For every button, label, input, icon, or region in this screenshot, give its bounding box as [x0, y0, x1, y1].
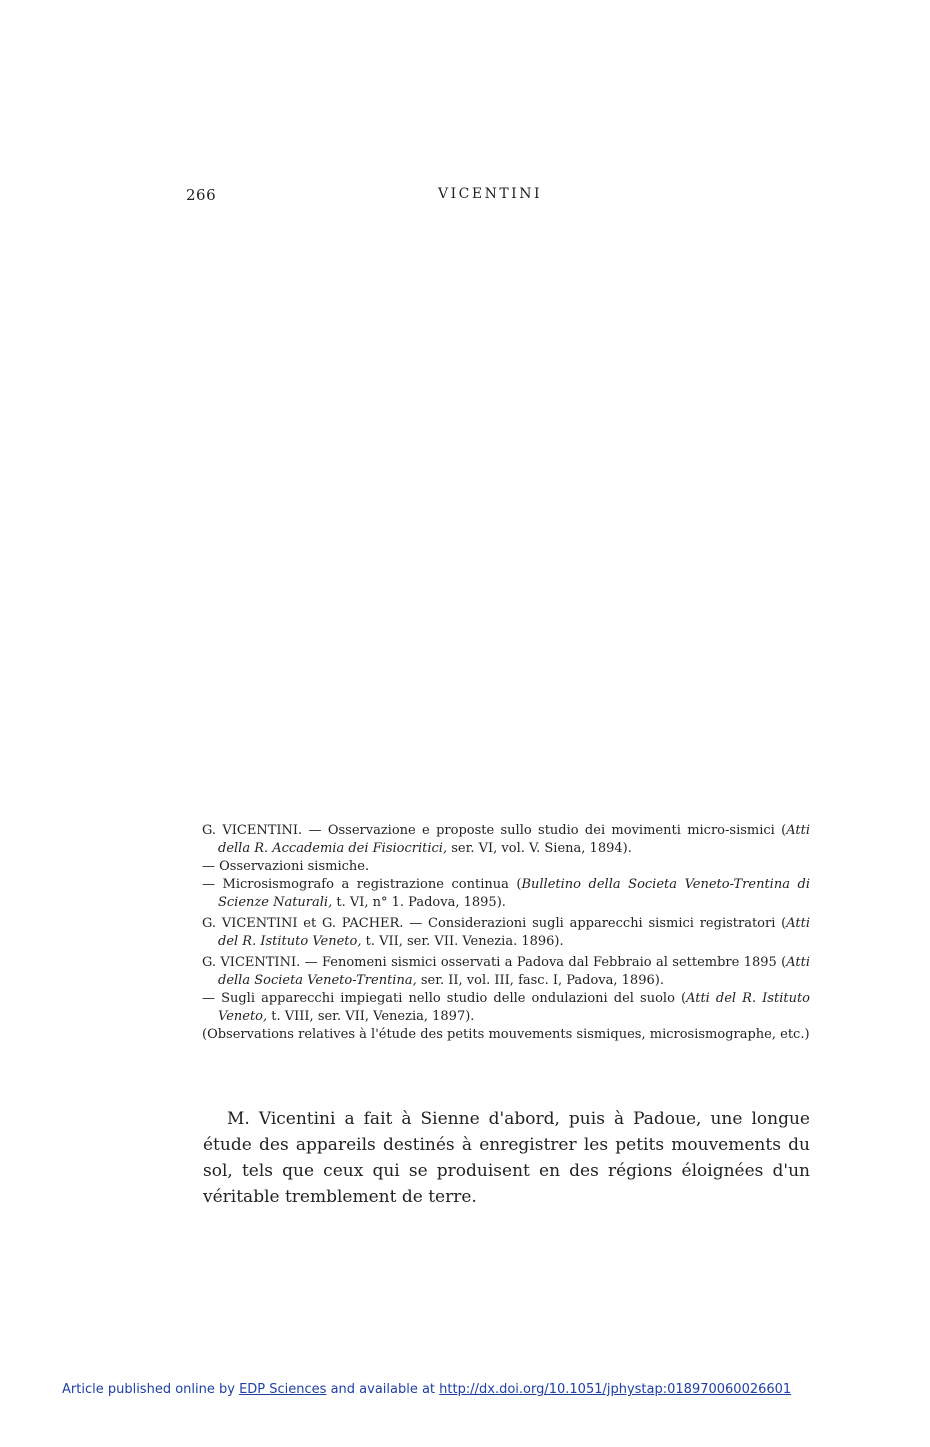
running-title: VICENTINI [438, 186, 542, 202]
doi-link[interactable]: http://dx.doi.org/10.1051/jphystap:018970060026601 [439, 1382, 792, 1397]
bibliography-entry: (Observations relatives à l'étude des petits mouvements sismiques, microsismographe, etc.) [202, 1027, 810, 1042]
bibliography-entry: — Osservazioni sismiche. [202, 859, 370, 874]
bibliography-entry: G. VICENTINI. — Osservazione e proposte sullo studio dei movimenti micro-sismici (Atti della R. Accademia dei Fisiocritici, ser. VI, vol. V. Siena, 1894). [202, 823, 810, 856]
edp-sciences-link[interactable]: EDP Sciences [239, 1382, 327, 1397]
bibliography-entry: G. VICENTINI et G. PACHER. — Considerazioni sugli apparecchi sismici registratori (Atti del R. Istituto Veneto, t. VII, ser. VII. Venezia. 1896). [202, 916, 810, 949]
bibliography [202, 822, 810, 1044]
publication-footer [62, 1382, 791, 1397]
page-number: 266 [186, 186, 217, 204]
bibliography-entry: — Microsismografo a registrazione continua (Bulletino della Societa Veneto-Trentina di Scienze Naturali, t. VI, n° 1. Padova, 1895). [202, 877, 810, 910]
bibliography-entry: — Sugli apparecchi impiegati nello studio delle ondulazioni del suolo (Atti del R. Istituto Veneto, t. VIII, ser. VII, Venezia, 1897). [202, 991, 810, 1024]
bibliography-entry: G. VICENTINI. — Fenomeni sismici osservati a Padova dal Febbraio al settembre 1895 (Atti della Societa Veneto-Trentina, ser. II, vol. III, fasc. I, Padova, 1896). [202, 955, 810, 988]
footer-prefix: Article published online by [62, 1382, 240, 1397]
body-paragraph: M. Vicentini a fait à Sienne d'abord, puis à Padoue, une longue étude des appareils destinés à enregistrer les petits mouvements du sol, tels que ceux qui se produisent en des régions éloignées d'un véritable tremblement de terre. [203, 1109, 810, 1207]
footer-middle: and available at [326, 1382, 440, 1397]
